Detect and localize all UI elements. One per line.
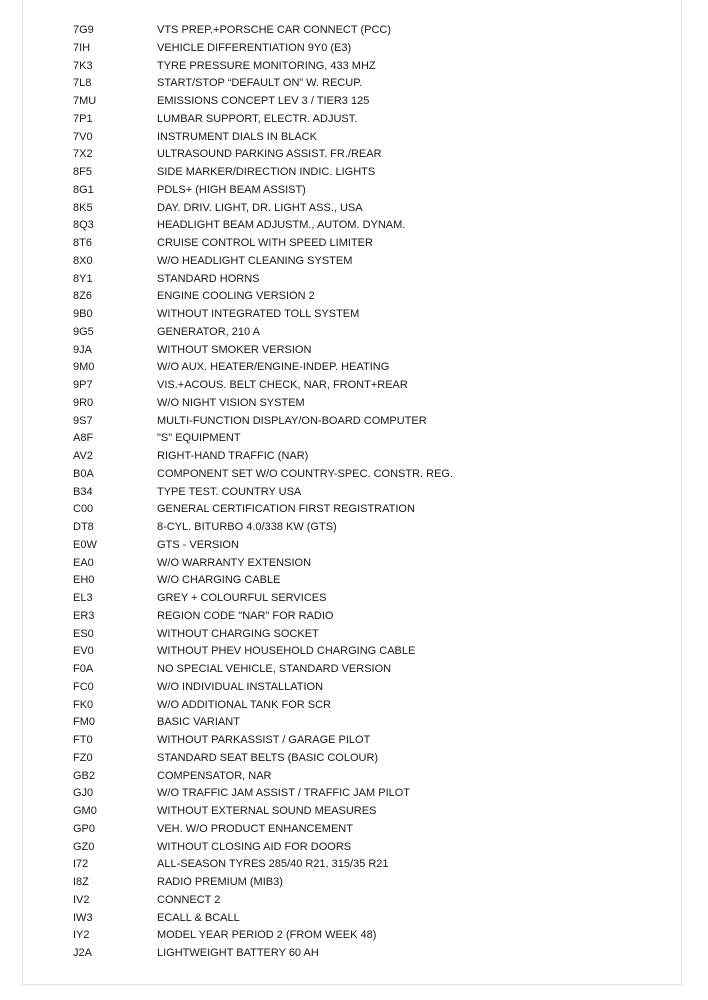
option-description: WITHOUT INTEGRATED TOLL SYSTEM xyxy=(157,308,360,320)
option-row xyxy=(73,200,663,218)
option-code: 8Z6 xyxy=(73,290,92,303)
option-description: DAY. DRIV. LIGHT, DR. LIGHT ASS., USA xyxy=(157,201,363,214)
option-description: GREY + COLOURFUL SERVICES xyxy=(157,592,327,604)
option-code: 7G9 xyxy=(73,24,94,36)
option-row xyxy=(73,856,663,874)
option-code: 8G1 xyxy=(73,183,94,196)
option-description: RADIO PREMIUM (MIB3) xyxy=(157,876,283,888)
option-description: EMISSIONS CONCEPT LEV 3 / TIER3 125 xyxy=(157,95,370,107)
option-row xyxy=(73,501,663,519)
option-description: SIDE MARKER/DIRECTION INDIC. LIGHTS xyxy=(157,166,376,178)
option-code: AV2 xyxy=(73,450,93,462)
option-code: C00 xyxy=(73,503,94,516)
option-code: 9B0 xyxy=(73,308,93,320)
option-description: W/O ADDITIONAL TANK FOR SCR xyxy=(157,698,331,711)
option-description: WITHOUT EXTERNAL SOUND MEASURES xyxy=(157,805,377,817)
option-row xyxy=(73,785,663,803)
option-row xyxy=(73,395,663,413)
option-row xyxy=(73,253,663,271)
option-description: VEHICLE DIFFERENTIATION 9Y0 (E3) xyxy=(157,41,352,54)
option-description: W/O AUX. HEATER/ENGINE-INDEP. HEATING xyxy=(157,361,390,374)
option-row xyxy=(73,661,663,679)
option-row xyxy=(73,111,663,129)
option-code: 8F5 xyxy=(73,166,92,178)
option-row xyxy=(73,58,663,76)
option-description: TYPE TEST. COUNTRY USA xyxy=(157,485,302,498)
option-row xyxy=(73,93,663,111)
option-description: WITHOUT CHARGING SOCKET xyxy=(157,627,319,640)
option-description: WITHOUT SMOKER VERSION xyxy=(157,343,312,356)
option-row xyxy=(73,803,663,821)
option-description: W/O HEADLIGHT CLEANING SYSTEM xyxy=(157,254,353,267)
option-code: GB2 xyxy=(73,769,96,782)
option-code: 9JA xyxy=(73,343,92,356)
option-code: 7P1 xyxy=(73,112,93,125)
option-row xyxy=(73,359,663,377)
option-description: LIGHTWEIGHT BATTERY 60 AH xyxy=(157,947,319,959)
option-description: START/STOP “DEFAULT ON” W. RECUP. xyxy=(157,77,363,90)
option-description: W/O INDIVIDUAL INSTALLATION xyxy=(157,680,324,693)
option-row xyxy=(73,537,663,555)
option-code: 8Y1 xyxy=(73,272,93,285)
option-description: COMPONENT SET W/O COUNTRY-SPEC. CONSTR. REG. xyxy=(157,467,454,480)
option-row xyxy=(73,750,663,768)
option-code: ER3 xyxy=(73,609,95,622)
option-code: 8T6 xyxy=(73,237,92,249)
option-description: WITHOUT PARKASSIST / GARAGE PILOT xyxy=(157,734,371,746)
option-code: 7K3 xyxy=(73,59,93,72)
option-description: W/O WARRANTY EXTENSION xyxy=(157,556,312,569)
option-row xyxy=(73,874,663,892)
option-description: STANDARD HORNS xyxy=(157,272,260,285)
option-description: "S" EQUIPMENT xyxy=(157,432,241,445)
option-description: ULTRASOUND PARKING ASSIST. FR./REAR xyxy=(157,148,382,161)
option-description: NO SPECIAL VEHICLE, STANDARD VERSION xyxy=(157,663,392,675)
option-row xyxy=(73,448,663,466)
option-code: IY2 xyxy=(73,929,90,942)
option-description: VEH. W/O PRODUCT ENHANCEMENT xyxy=(157,822,353,835)
option-row xyxy=(73,714,663,732)
option-code: E0W xyxy=(73,538,97,551)
option-row xyxy=(73,910,663,928)
option-code: FC0 xyxy=(73,680,94,693)
option-row xyxy=(73,484,663,502)
option-description: VTS PREP.+PORSCHE CAR CONNECT (PCC) xyxy=(157,24,391,36)
option-code: GZ0 xyxy=(73,840,95,853)
option-row xyxy=(73,590,663,608)
option-description: RIGHT-HAND TRAFFIC (NAR) xyxy=(157,450,309,462)
option-code: IV2 xyxy=(73,893,90,906)
option-description: COMPENSATOR, NAR xyxy=(157,769,272,782)
option-code: GP0 xyxy=(73,822,96,835)
option-code: 9P7 xyxy=(73,379,93,391)
option-code: I72 xyxy=(73,858,89,871)
option-code: 8X0 xyxy=(73,254,93,267)
option-description: W/O NIGHT VISION SYSTEM xyxy=(157,396,305,409)
option-description: INSTRUMENT DIALS IN BLACK xyxy=(157,130,317,143)
option-code: 7V0 xyxy=(73,130,93,143)
option-description: GENERATOR, 210 A xyxy=(157,325,260,338)
option-description: CRUISE CONTROL WITH SPEED LIMITER xyxy=(157,237,373,249)
option-row xyxy=(73,555,663,573)
option-code: 9R0 xyxy=(73,396,94,409)
option-code: DT8 xyxy=(73,521,94,533)
option-row xyxy=(73,75,663,93)
option-row xyxy=(73,821,663,839)
option-row xyxy=(73,945,663,963)
option-code: 7IH xyxy=(73,41,91,54)
option-row xyxy=(73,306,663,324)
option-description: ECALL & BCALL xyxy=(157,911,240,924)
option-row xyxy=(73,768,663,786)
option-code: EA0 xyxy=(73,556,94,569)
option-code: A8F xyxy=(73,432,94,445)
option-code-list xyxy=(73,22,663,963)
option-row xyxy=(73,732,663,750)
option-code: FT0 xyxy=(73,734,93,746)
option-description: TYRE PRESSURE MONITORING, 433 MHZ xyxy=(157,59,376,72)
option-description: GTS - VERSION xyxy=(157,538,239,551)
option-description: STANDARD SEAT BELTS (BASIC COLOUR) xyxy=(157,751,379,764)
option-description: MODEL YEAR PERIOD 2 (FROM WEEK 48) xyxy=(157,929,377,942)
option-row xyxy=(73,697,663,715)
option-row xyxy=(73,839,663,857)
option-description: WITHOUT CLOSING AID FOR DOORS xyxy=(157,840,352,853)
option-code: 9S7 xyxy=(73,414,93,427)
option-code: 9G5 xyxy=(73,325,94,338)
option-row xyxy=(73,643,663,661)
option-row xyxy=(73,679,663,697)
option-code: FZ0 xyxy=(73,751,93,764)
option-code: 7MU xyxy=(73,95,97,107)
option-code: 8K5 xyxy=(73,201,93,214)
option-description: CONNECT 2 xyxy=(157,893,221,906)
option-code: EL3 xyxy=(73,592,93,604)
option-row xyxy=(73,927,663,945)
option-row xyxy=(73,22,663,40)
option-description: VIS.+ACOUS. BELT CHECK, NAR, FRONT+REAR xyxy=(157,379,408,391)
option-row xyxy=(73,40,663,58)
option-code: 9M0 xyxy=(73,361,95,374)
option-row xyxy=(73,608,663,626)
option-code: EV0 xyxy=(73,645,94,658)
option-code: B34 xyxy=(73,485,93,498)
option-row xyxy=(73,466,663,484)
option-code: 8Q3 xyxy=(73,219,94,232)
option-description: BASIC VARIANT xyxy=(157,716,240,729)
option-description: W/O CHARGING CABLE xyxy=(157,574,281,587)
option-code: FK0 xyxy=(73,698,94,711)
option-row xyxy=(73,430,663,448)
option-row xyxy=(73,572,663,590)
option-row xyxy=(73,626,663,644)
option-row xyxy=(73,377,663,395)
option-description: W/O TRAFFIC JAM ASSIST / TRAFFIC JAM PILOT xyxy=(157,787,411,800)
option-description: REGION CODE "NAR" FOR RADIO xyxy=(157,609,334,622)
option-row xyxy=(73,342,663,360)
option-code: GM0 xyxy=(73,805,97,817)
option-description: HEADLIGHT BEAM ADJUSTM., AUTOM. DYNAM. xyxy=(157,219,406,232)
option-description: WITHOUT PHEV HOUSEHOLD CHARGING CABLE xyxy=(157,645,416,658)
option-code: 7X2 xyxy=(73,148,93,161)
option-description: ALL-SEASON TYRES 285/40 R21, 315/35 R21 xyxy=(157,858,389,871)
option-row xyxy=(73,217,663,235)
option-code: ES0 xyxy=(73,627,94,640)
option-row xyxy=(73,235,663,253)
option-row xyxy=(73,892,663,910)
option-description: GENERAL CERTIFICATION FIRST REGISTRATION xyxy=(157,503,415,516)
option-code: IW3 xyxy=(73,911,93,924)
option-row xyxy=(73,129,663,147)
option-code: FM0 xyxy=(73,716,95,729)
option-code: EH0 xyxy=(73,574,95,587)
option-description: MULTI-FUNCTION DISPLAY/ON-BOARD COMPUTER xyxy=(157,414,427,427)
option-code: GJ0 xyxy=(73,787,94,800)
option-row xyxy=(73,271,663,289)
option-code: B0A xyxy=(73,467,94,480)
option-row xyxy=(73,413,663,431)
option-code: J2A xyxy=(73,947,92,959)
option-row xyxy=(73,324,663,342)
option-row xyxy=(73,519,663,537)
option-code: I8Z xyxy=(73,876,89,888)
option-description: LUMBAR SUPPORT, ELECTR. ADJUST. xyxy=(157,112,358,125)
option-row xyxy=(73,146,663,164)
option-row xyxy=(73,288,663,306)
option-row xyxy=(73,164,663,182)
option-code: 7L8 xyxy=(73,77,92,90)
option-row xyxy=(73,182,663,200)
option-description: ENGINE COOLING VERSION 2 xyxy=(157,290,315,303)
option-description: PDLS+ (HIGH BEAM ASSIST) xyxy=(157,183,306,196)
option-description: 8-CYL. BITURBO 4.0/338 KW (GTS) xyxy=(157,521,337,533)
option-code: F0A xyxy=(73,663,94,675)
